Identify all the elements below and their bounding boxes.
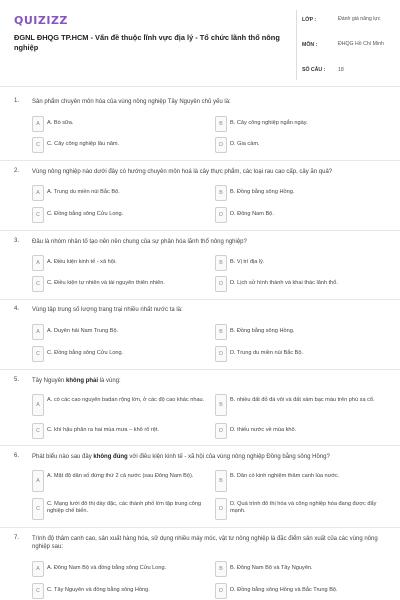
option-text: B. Cây công nghiệp ngắn ngày.	[230, 120, 308, 126]
option-d[interactable]	[215, 583, 390, 599]
question-divider	[0, 299, 400, 300]
header-rule	[0, 86, 400, 87]
quizizz-logo: QUIZIZZ	[14, 14, 68, 27]
option-d[interactable]	[215, 137, 390, 153]
question-divider	[0, 445, 400, 446]
option-a[interactable]	[32, 561, 207, 577]
option-c[interactable]	[32, 423, 207, 439]
question-text: Đâu là nhóm nhân tố tạo nên nền chung của sự phân hóa lãnh thổ nông nghiệp?	[32, 239, 247, 245]
option-letter: D	[215, 583, 227, 599]
question-divider	[0, 230, 400, 231]
option-text: A. có các cao nguyên badan rộng lớn, ở các độ cao khác nhau.	[47, 397, 205, 403]
question-number: 3.	[14, 238, 20, 244]
question-divider	[0, 527, 400, 528]
question-text-emphasis: không phải	[66, 378, 99, 384]
option-d[interactable]	[215, 346, 390, 362]
option-letter: D	[215, 207, 227, 223]
question-text: Trình độ thâm canh cao, sản xuất hàng hóa, sử dụng nhiều máy móc, vật tư nông nghiệp là đặc điểm sản xuất của các vùng nông nghiệp sau:	[32, 536, 378, 550]
option-text: C. Đồng bằng sông Cửu Long.	[47, 350, 124, 356]
option-letter: B	[215, 561, 227, 577]
option-letter: C	[32, 137, 44, 153]
option-letter: A	[32, 324, 44, 340]
question-number: 2.	[14, 168, 20, 174]
option-text: B. Đồng bằng sông Hồng.	[230, 328, 295, 334]
option-b[interactable]	[215, 561, 390, 577]
option-c[interactable]	[32, 207, 207, 223]
option-letter: D	[215, 137, 227, 153]
subject-label: MÔN :	[302, 42, 318, 48]
option-letter: C	[32, 423, 44, 439]
option-letter: C	[32, 346, 44, 362]
subject-value: ĐHQG Hồ Chí Minh	[338, 41, 384, 47]
option-letter: C	[32, 207, 44, 223]
option-letter: C	[32, 498, 44, 520]
count-value: 18	[338, 67, 344, 73]
question-text-start: Tây Nguyên	[32, 378, 67, 384]
option-letter: B	[215, 255, 227, 271]
worksheet-title: ĐGNL ĐHQG TP.HCM - Vấn đề thuộc lĩnh vực địa lý - Tổ chức lãnh thổ nông nghiệp	[14, 33, 280, 52]
option-text: A. Đông Nam Bộ và đồng bằng sông Cửu Long.	[47, 565, 167, 571]
option-letter: A	[32, 185, 44, 201]
question-text: Vùng nông nghiệp nào dưới đây có hướng chuyên môn hoá là cây thực phẩm, các loại rau cao cấp, cây ăn quả?	[32, 169, 333, 175]
option-letter: B	[215, 324, 227, 340]
class-value: Đánh giá năng lực	[338, 16, 381, 22]
class-label: LỚP :	[302, 17, 317, 23]
option-c[interactable]	[32, 346, 207, 362]
question-number: 5.	[14, 377, 20, 383]
option-c[interactable]	[32, 498, 207, 520]
question-divider	[0, 369, 400, 370]
option-text: C. Điều kiện tự nhiên và tài nguyên thiên nhiên.	[47, 280, 165, 286]
option-text: D. Đồng bằng sông Hồng và Bắc Trung Bộ.	[230, 587, 338, 593]
option-a[interactable]	[32, 255, 207, 271]
option-a[interactable]	[32, 324, 207, 340]
option-d[interactable]	[215, 207, 390, 223]
option-text: D. Lịch sử hình thành và khai thác lãnh thổ.	[230, 280, 338, 286]
question-text	[32, 453, 384, 461]
option-letter: C	[32, 276, 44, 292]
option-text: D. Quá trình đô thị hóa và công nghiệp hóa đang được đẩy mạnh.	[230, 501, 377, 514]
option-text: C. Mạng lưới đô thị dày đặc, các thành phố lớn tập trung công nghiệp chế biến.	[47, 501, 202, 514]
option-c[interactable]	[32, 583, 207, 599]
option-a[interactable]	[32, 185, 207, 201]
option-b[interactable]	[215, 185, 390, 201]
question-text	[32, 377, 384, 385]
option-text: A. Điều kiện kinh tế - xã hội.	[47, 259, 117, 265]
option-letter: D	[215, 423, 227, 439]
question-number: 6.	[14, 453, 20, 459]
option-a[interactable]	[32, 394, 207, 416]
question-text-end: là vùng:	[98, 378, 121, 384]
question-text: Sản phẩm chuyên môn hóa của vùng nông nghiệp Tây Nguyên chủ yếu là:	[32, 99, 231, 105]
question-divider	[0, 160, 400, 161]
option-b[interactable]	[215, 470, 390, 492]
option-text: B. Dân có kinh nghiệm thâm canh lúa nước.	[230, 473, 340, 479]
option-letter: D	[215, 346, 227, 362]
option-b[interactable]	[215, 324, 390, 340]
option-letter: B	[215, 394, 227, 416]
option-b[interactable]	[215, 255, 390, 271]
option-letter: B	[215, 470, 227, 492]
option-letter: B	[215, 116, 227, 132]
option-text: A. Duyên hải Nam Trung Bộ.	[47, 328, 119, 334]
count-label: SỐ CÂU :	[302, 67, 326, 73]
option-letter: D	[215, 276, 227, 292]
option-text: A. Mật độ dân số đứng thứ 2 cả nước (sau Đông Nam Bộ).	[47, 473, 194, 479]
option-letter: B	[215, 185, 227, 201]
option-text: C. Đồng bằng sông Cửu Long.	[47, 211, 124, 217]
option-letter: C	[32, 583, 44, 599]
option-c[interactable]	[32, 276, 207, 292]
option-text: C. Cây công nghiệp lâu năm.	[47, 141, 120, 147]
option-letter: A	[32, 116, 44, 132]
option-d[interactable]	[215, 423, 390, 439]
question-text-emphasis: không đúng	[93, 454, 128, 460]
option-text: C. khí hậu phân ra hai mùa mưa – khô rõ rệt.	[47, 427, 159, 433]
question-number: 4.	[14, 306, 20, 312]
option-letter: A	[32, 394, 44, 416]
option-text: D. Đông Nam Bộ.	[230, 211, 274, 217]
option-d[interactable]	[215, 498, 390, 520]
option-a[interactable]	[32, 470, 207, 492]
option-d[interactable]	[215, 276, 390, 292]
option-text: D. Gia cầm.	[230, 141, 260, 147]
option-letter: D	[215, 498, 227, 520]
option-letter: A	[32, 470, 44, 492]
worksheet-header	[0, 0, 400, 90]
option-text: B. Vị trí địa lý.	[230, 259, 265, 265]
option-letter: A	[32, 561, 44, 577]
header-divider	[296, 10, 297, 80]
question-text-end: với điều kiện kinh tế - xã hội của vùng nông nghiệp Đồng bằng sông Hồng?	[127, 454, 330, 460]
option-text: D. thiếu nước về mùa khô.	[230, 427, 297, 433]
option-text: A. Bò sữa.	[47, 120, 74, 126]
option-text: B. nhiều đất đỏ đá vôi và đất xám bạc màu trên phù sa cổ.	[230, 397, 375, 403]
question-number: 1.	[14, 98, 20, 104]
question-text: Vùng tập trung số lượng trang trại nhiều nhất nước ta là:	[32, 307, 183, 313]
option-text: B. Đông Nam Bộ và Tây Nguyên.	[230, 565, 313, 571]
option-text: D. Trung du miền núi Bắc Bộ.	[230, 350, 304, 356]
option-a[interactable]	[32, 116, 207, 132]
option-b[interactable]	[215, 116, 390, 132]
option-c[interactable]	[32, 137, 207, 153]
option-text: B. Đồng bằng sông Hồng.	[230, 189, 295, 195]
option-b[interactable]	[215, 394, 390, 416]
option-text: C. Tây Nguyên và đồng bằng sông Hồng.	[47, 587, 150, 593]
option-text: A. Trung du miền núi Bắc Bộ.	[47, 189, 120, 195]
option-letter: A	[32, 255, 44, 271]
question-number: 7.	[14, 535, 20, 541]
question-text-start: Phát biểu nào sau đây	[32, 454, 94, 460]
